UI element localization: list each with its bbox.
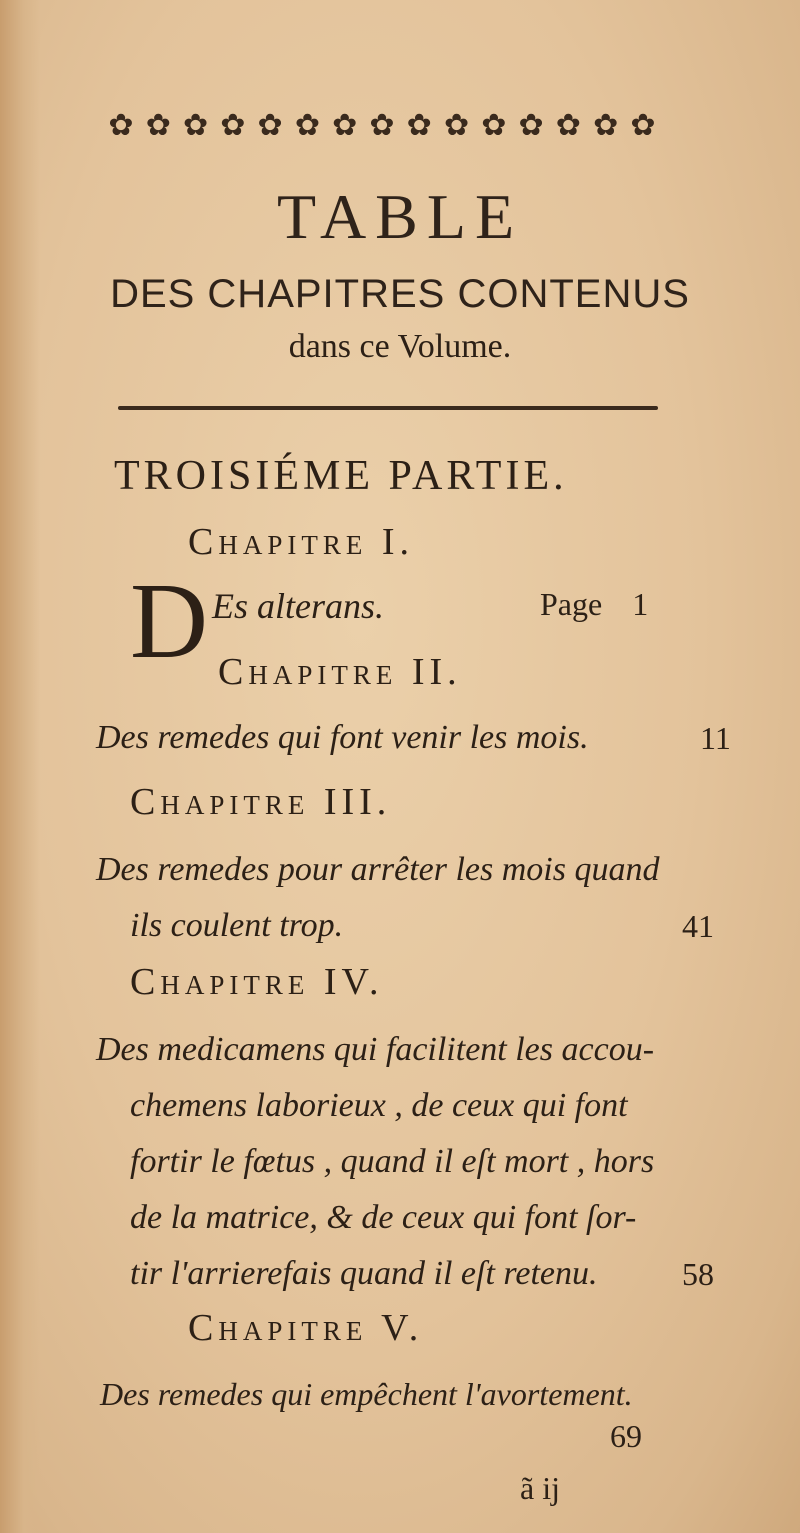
ornament-flower-icon: ✿ (406, 108, 432, 143)
ornament-flower-icon: ✿ (332, 108, 358, 143)
chapter-4-entry-line-2: chemens laborieux , de ceux qui font (130, 1087, 628, 1124)
chapter-5-entry: Des remedes qui empêchent l'avortement. (100, 1376, 633, 1412)
chapter-1-entry: Es alterans. (212, 586, 385, 626)
ornament-flower-icon: ✿ (555, 108, 581, 143)
chapter-4-page-number: 58 (682, 1256, 714, 1292)
ornament-flower-icon: ✿ (481, 108, 507, 143)
chapter-2-heading (218, 650, 462, 694)
chapter-3-page-number: 41 (682, 908, 714, 944)
ornamental-border (104, 104, 660, 148)
chapter-5-heading (188, 1306, 423, 1350)
chapter-5-heading-text: Chapitre V. (188, 1307, 424, 1349)
subtitle-line-1: DES CHAPITRES CONTENUS (110, 272, 690, 316)
chapter-2-page-number: 11 (700, 720, 731, 756)
horizontal-rule (118, 406, 658, 410)
ornament-flower-icon: ✿ (443, 108, 470, 143)
page-title: TABLE (276, 181, 524, 252)
chapter-2-entry: Des remedes qui font venir les mois. (96, 719, 589, 756)
chapter-4-heading-text: Chapitre IV. (130, 961, 384, 1003)
chapter-1-heading-text: Chapitre I. (188, 521, 414, 563)
ornament-flower-icon: ✿ (220, 108, 246, 143)
chapter-1-page-number: 1 (632, 586, 649, 622)
subtitle-line-2: dans ce Volume. (288, 328, 512, 365)
ornament-flower-icon: ✿ (518, 108, 544, 143)
page-prefix: Page (540, 586, 603, 622)
ornament-flower-icon: ✿ (182, 108, 209, 143)
ornament-flower-icon: ✿ (369, 108, 395, 143)
chapter-5-page-number: 69 (610, 1418, 642, 1454)
chapter-4-entry-line-4: de la matrice, & de ceux qui font ſor- (130, 1199, 637, 1236)
ornament-flower-icon: ✿ (108, 108, 134, 143)
ornament-flower-icon: ✿ (145, 108, 171, 143)
chapter-2-heading-text: Chapitre II. (218, 651, 462, 693)
ornament-flower-icon: ✿ (294, 108, 320, 143)
chapter-1-page (540, 586, 648, 623)
chapter-4-heading (130, 960, 384, 1004)
chapter-3-heading (130, 780, 391, 824)
chapter-1-dropcap: D (130, 562, 208, 681)
signature-mark: ã ij (520, 1470, 560, 1506)
chapter-3-entry-line-2: ils coulent trop. (130, 907, 344, 944)
ornament-flower-icon: ✿ (257, 108, 283, 143)
part-title: TROISIÉME PARTIE. (114, 453, 568, 499)
chapter-3-entry-line-1: Des remedes pour arrêter les mois quand (96, 851, 660, 888)
ornament-flower-icon: ✿ (630, 108, 656, 143)
ornament-flower-icon: ✿ (593, 108, 619, 143)
chapter-4-entry-line-1: Des medicamens qui facilitent les accou- (96, 1031, 655, 1068)
chapter-4-entry-line-5: tir l'arrierefais quand il eſt retenu. (130, 1255, 598, 1292)
chapter-1-heading (188, 520, 414, 564)
chapter-4-entry-line-3: fortir le fœtus , quand il eſt mort , hors (130, 1143, 655, 1180)
chapter-3-heading-text: Chapitre III. (130, 781, 392, 823)
